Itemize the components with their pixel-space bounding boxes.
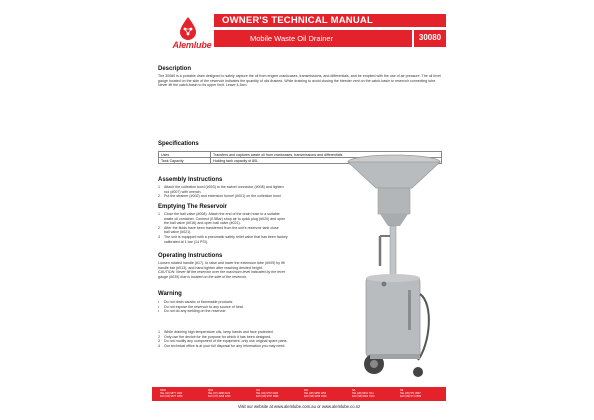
caution-line: CAUTION: Never fill the reservoir over the maximum level indicated by the lever: [158, 270, 286, 275]
office-contact: NZ TEL (09) 571 0567 FAX (09) 571 0569: [400, 388, 421, 398]
office-contact: WA TEL (08) 9455 1155 FAX (08) 9455 1040: [304, 388, 327, 398]
list-item: waste oil container. Connect (0.5Bar) shop air to quick plug (#020) and open: [164, 216, 286, 221]
warning-list: [158, 330, 336, 348]
operating-line: handle bar (#013), and hand tighten after reaching desired height.: [158, 265, 263, 270]
description-text: The 30080 is a portable drain designed to safely capture the oil from engine crankcases, transmissions, and differentials, and be emptied with the use of air pressure. The oil level gauge located on the side of the reservoir indicates the quantity of oils drained. While draining to avoid closing the bleeder vent on the catch-basin to reservoir connecting tube. Never lift the catch-basin to its upper limit. Leave 4-5cm.: [158, 74, 441, 88]
brand-name: Alemlube: [172, 40, 212, 50]
assembly-heading: Assembly Instructions: [158, 177, 223, 183]
emptying-heading: Emptying The Reservoir: [158, 204, 228, 210]
list-item: calibrated at 1 bar (14 PSI).: [164, 239, 208, 244]
website-link[interactable]: Visit our website at www.alemlube.com.au or www.alemlube.co.nz: [237, 404, 361, 409]
spec-value: Holding tank capacity of 80L: [211, 158, 442, 164]
office-contact: VIC TEL (03) 9797 0000 FAX (03) 9797 0099: [256, 388, 279, 398]
list-item: • Do not do any welding on the reservoir.: [158, 309, 227, 314]
list-item: 1 While draining high temperature oils, keep hands and face protected.: [158, 330, 274, 334]
oil-drop-icon: [177, 16, 199, 40]
manual-page: [152, 10, 446, 414]
description-heading: Description: [158, 66, 192, 72]
list-item: 3 The unit is equipped with a pneumatic safety relief valve that has been factory: [158, 234, 288, 239]
specifications-heading: Specifications: [158, 141, 199, 147]
spec-key: Tank Capacity: [159, 158, 211, 164]
operating-heading: Operating Instructions: [158, 253, 223, 259]
emptying-list: [158, 212, 336, 244]
waste-oil-drainer-image: [338, 154, 442, 384]
spec-key: Uses: [159, 152, 211, 158]
list-item: 2 Only use the device for the purpose for which it has been designed.: [158, 334, 272, 339]
list-item: 3 Do not modify any component of the equipment; only use original spare parts.: [158, 339, 288, 344]
assembly-list: [158, 185, 336, 199]
list-item: the ball valve (#016) and open ball valve (#021).: [164, 221, 241, 226]
list-item: 2 Put the strainer (#002) and extension funnel (#001) on the collection bowl.: [158, 194, 282, 199]
operating-line: Loosen rotated handle (#17), to raise and lower the extension tube (#009) by lift: [158, 261, 285, 265]
office-contact: NSW TEL (02) 9677 1000 FAX (02) 9677 1050: [160, 388, 183, 398]
list-item: rod (#007) with wrench.: [164, 189, 202, 194]
operating-text: [158, 261, 336, 279]
alemlube-logo: [162, 16, 214, 56]
list-item: 2 After the fluids have been transferred from the unit's reservoir tank close: [158, 225, 279, 230]
warning-heading: Warning: [158, 291, 182, 297]
office-contact: QLD TEL (07) 3268 6100 FAX (07) 3268 1250: [208, 388, 231, 398]
caution-line: gauge (#035) that is located on the side of the reservoir.: [158, 274, 247, 279]
office-contact: SA TEL (08) 8301 7111 FAX (08) 8301 7100: [352, 388, 375, 398]
product-name: Mobile Waste Oil Drainer: [250, 34, 334, 43]
warning-bullets: [158, 300, 336, 314]
list-item: 1 Attach the collection bowl (#003) to the swivel connector (#008) and tighten: [158, 185, 284, 189]
list-item: 4 Our technical office is at your full disposal for any information you may need.: [158, 343, 286, 348]
list-item: 1 Close the ball valve (#008). Attach the end of the drain hose to a suitable: [158, 212, 280, 216]
list-item: • Do not drain caustic or flammable products.: [158, 300, 234, 304]
spec-value: Transfers and captures waste oil from crankcases, transmissions and differentials: [211, 152, 442, 158]
list-item: • Do not expose the reservoir to any source of heat.: [158, 304, 244, 309]
list-item: ball valve (#021).: [164, 230, 192, 235]
manual-title: OWNER'S TECHNICAL MANUAL: [222, 15, 373, 26]
contact-footer: [152, 387, 446, 401]
model-number: 30080: [418, 33, 442, 42]
